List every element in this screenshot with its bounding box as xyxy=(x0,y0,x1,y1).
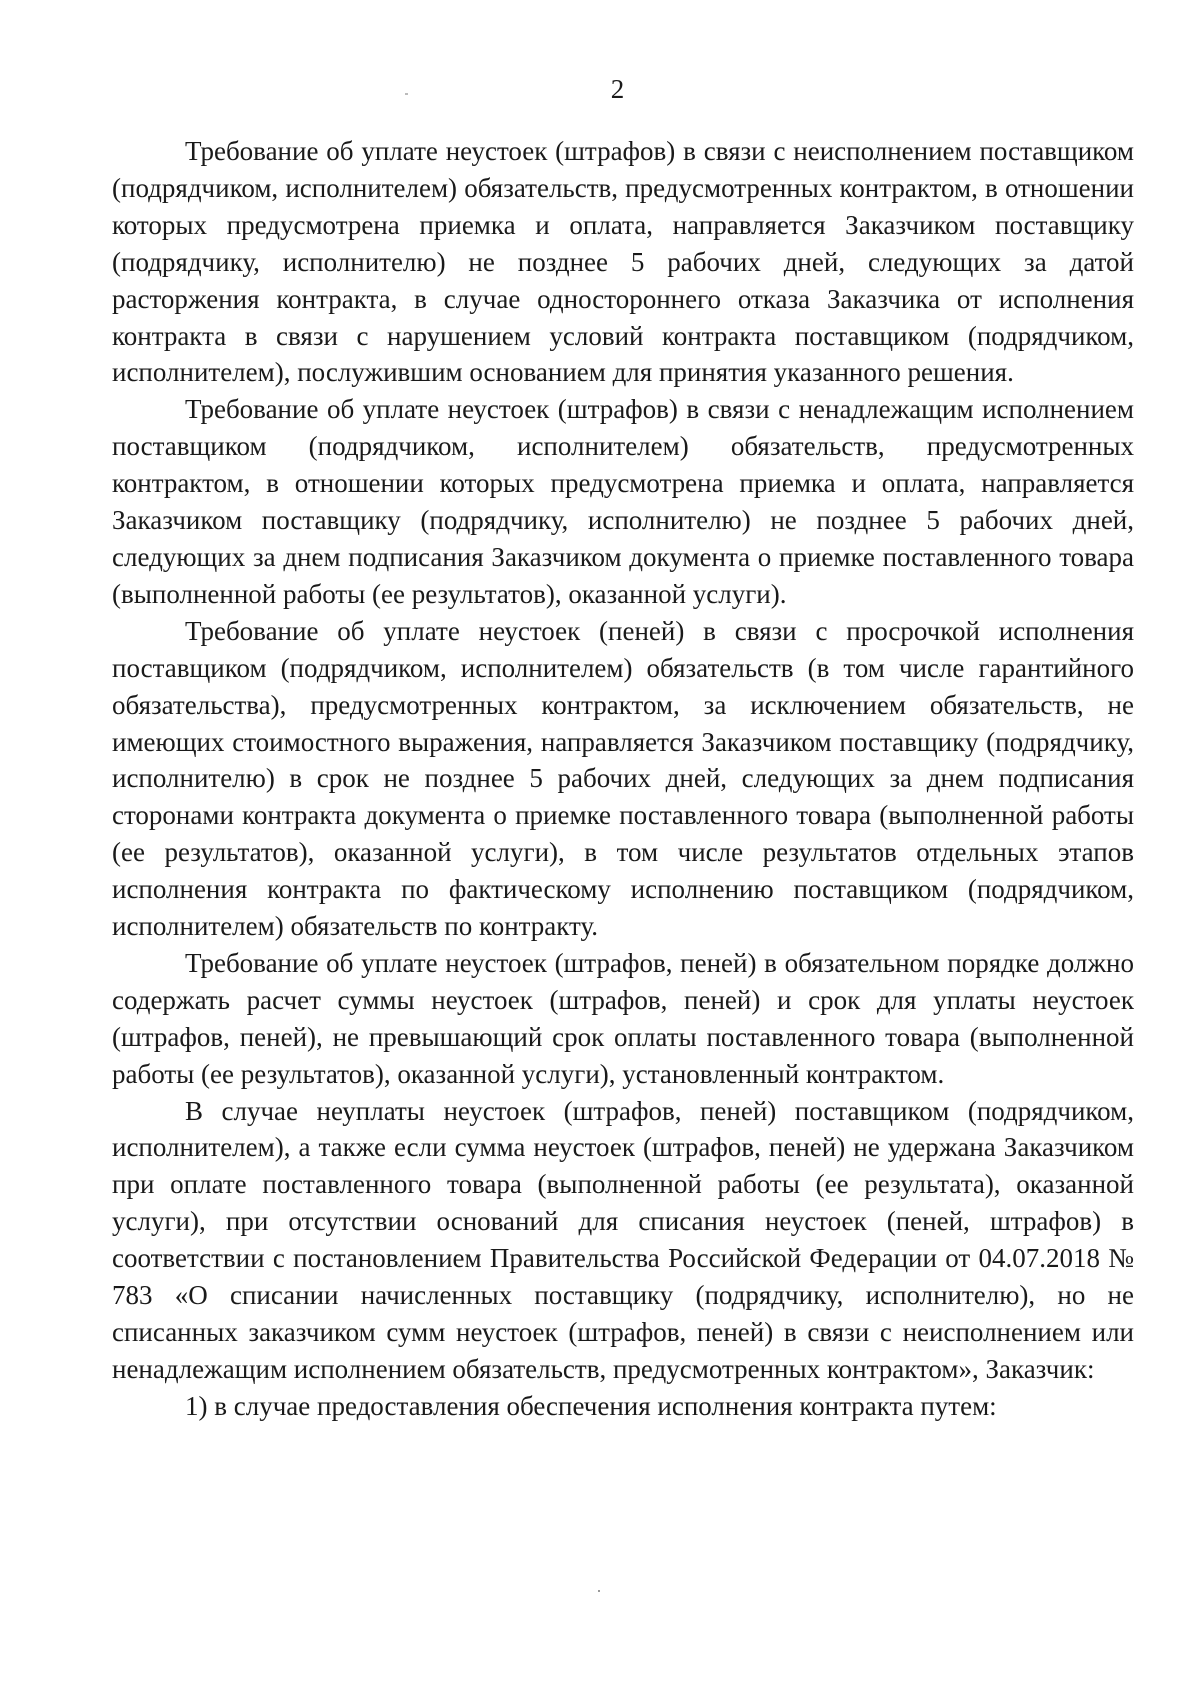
scan-speck xyxy=(598,1590,600,1592)
paragraph-fines-improper-performance: Требование об уплате неустоек (штрафов) в связи с ненадлежащим исполнением поставщиком (подрядчиком, исполнителем) обязательств, предусмотренных контрактом, в отношении которых предусмотрена приемка и оплата, направляется Заказчиком поставщику (подрядчику, исполнителю) не позднее 5 рабочих дней, следующих за днем подписания Заказчиком документа о приемке поставленного товара (выполненной работы (ее результатов), оказанной услуги). xyxy=(112,394,1134,609)
paragraph-fines-nonperformance: Требование об уплате неустоек (штрафов) в связи с неисполнением поставщиком (подрядчиком, исполнителем) обязательств, предусмотренных контрактом, в отношении которых предусмотрена приемка и оплата, направляется Заказчиком поставщику (подрядчику, исполнителю) не позднее 5 рабочих дней, следующих за датой расторжения контракта, в случае одностороннего отказа Заказчика от исполнения контракта в связи с нарушением условий контракта поставщиком (подрядчиком, исполнителем), послужившим основанием для принятия указанного решения. xyxy=(112,136,1134,388)
page-number: 2 xyxy=(610,74,625,104)
paragraph-nonpayment: В случае неуплаты неустоек (штрафов, пеней) поставщиком (подрядчиком, исполнителем), а также если сумма неустоек (штрафов, пеней) не удержана Заказчиком при оплате поставленного товара (выполненной работы (ее результата), оказанной услуги), при отсутствии оснований для списания неустоек (пеней, штрафов) в соответствии с постановлением Правительства Российской Федерации от 04.07.2018 № 783 «О списании начисленных поставщику (подрядчику, исполнителю), но не списанных заказчиком сумм неустоек (штрафов, пеней) в связи с неисполнением или ненадлежащим исполнением обязательств, предусмотренных контрактом», Заказчик: xyxy=(112,1095,1134,1384)
document-body xyxy=(112,133,1134,1425)
paragraph-item-1: 1) в случае предоставления обеспечения исполнения контракта путем: xyxy=(185,1390,997,1421)
paragraph-penalties-delay: Требование об уплате неустоек (пеней) в связи с просрочкой исполнения поставщиком (подрядчиком, исполнителем) обязательств (в том числе гарантийного обязательства), предусмотренных контрактом, за исключением обязательств, не имеющих стоимостного выражения, направляется Заказчиком поставщику (подрядчику, исполнителю) в срок не позднее 5 рабочих дней, следующих за днем подписания сторонами контракта документа о приемке поставленного товара (выполненной работы (ее результатов), оказанной услуги), в том числе результатов отдельных этапов исполнения контракта по фактическому исполнению поставщиком (подрядчиком, исполнителем) обязательств по контракту. xyxy=(112,615,1134,942)
paragraph-claim-contents: Требование об уплате неустоек (штрафов, пеней) в обязательном порядке должно содержать расчет суммы неустоек (штрафов, пеней) и срок для уплаты неустоек (штрафов, пеней), не превышающий срок оплаты поставленного товара (выполненной работы (ее результатов), оказанной услуги), установленный контрактом. xyxy=(112,947,1134,1089)
